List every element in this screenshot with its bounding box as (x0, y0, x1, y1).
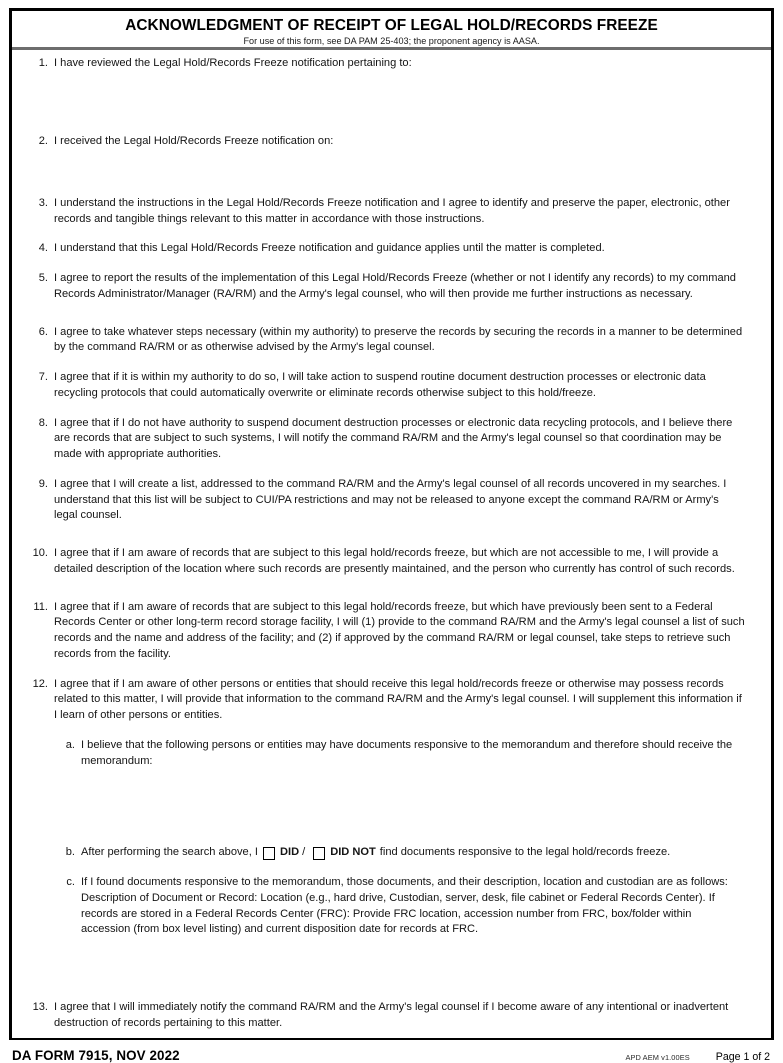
item-number: 2. (38, 135, 48, 147)
form-item-9 (30, 477, 759, 524)
subitem-trail-text: find documents responsive to the legal hold/records freeze. (379, 846, 671, 859)
spacer (24, 524, 759, 546)
form-item-6 (30, 325, 759, 357)
form-body (12, 50, 771, 1037)
item-number: 13. (32, 1001, 48, 1013)
item-text: I understand that this Legal Hold/Records Freeze notification and guidance applies until the matter is completed. (54, 242, 605, 255)
fill-in-area-12a[interactable] (24, 769, 759, 845)
item-text: I agree that if I am aware of records that are subject to this legal hold/records freeze, but which are not accessible to me, I will provide a detailed description of the location where such records are presently maintained, and the person who currently has control of such records. (54, 547, 735, 575)
item-number: 8. (38, 416, 48, 429)
subitem-letter: c. (66, 876, 75, 888)
item-text: I understand the instructions in the Legal Hold/Records Freeze notification and I agree to identify and preserve the paper, electronic, other records and tangible things relevant to this matter in accordance with those instructions. (54, 196, 730, 225)
item-number: 6. (38, 325, 48, 338)
form-item-4 (30, 241, 759, 257)
separator: / (302, 846, 306, 859)
item-number: 11. (33, 600, 48, 613)
spacer (24, 578, 759, 600)
spacer (24, 663, 759, 677)
form-item-1 (30, 56, 759, 72)
spacer (24, 257, 759, 271)
form-item-10 (30, 546, 759, 578)
form-item-2 (30, 134, 759, 150)
did-not-checkbox[interactable] (313, 847, 325, 860)
item-text: I received the Legal Hold/Records Freeze notification on: (54, 135, 334, 147)
item-number: 7. (38, 371, 48, 383)
spacer (24, 303, 759, 325)
subitem-text: I believe that the following persons or entities may have documents responsive to the memorandum and therefore should receive the memorandum: (81, 738, 733, 767)
form-item-5 (30, 271, 759, 303)
spacer (24, 463, 759, 477)
did-not-label: DID NOT (330, 846, 376, 859)
item-text: I agree to take whatever steps necessary (within my authority) to preserve the records by securing the records in a manner to be determined by the command RA/RM or as otherwise advised by the Army's legal counsel. (54, 325, 743, 354)
did-did-not-row (81, 845, 733, 861)
form-item-13 (30, 1000, 759, 1032)
item-number: 5. (38, 272, 48, 284)
item-text: I agree that I will create a list, addressed to the command RA/RM and the Army's legal counsel of all records uncovered in my searches. I understand that this list will be subject to CUI/PA restrictions and may not be released to anyone except the command RA/RM or Army's legal counsel. (54, 477, 727, 522)
form-header (12, 11, 771, 50)
subitem-letter: a. (65, 738, 75, 751)
fill-in-area-2[interactable] (24, 150, 759, 196)
page-title: ACKNOWLEDGMENT OF RECEIPT OF LEGAL HOLD/RECORDS FREEZE (125, 17, 658, 34)
item-text: I agree that if I do not have authority to suspend document destruction processes or electronic data recycling protocols, and I believe there are records that are subject to such systems, I will notify the command RA/RM and the Army's legal counsel so that coordination may be made with appropriate authorities. (54, 416, 733, 460)
item-number: 10. (32, 547, 48, 559)
item-text: I agree to report the results of the implementation of this Legal Hold/Records Freeze (whether or not I identify any records) to my command Records Administrator/Manager (RA/RM) and the Army's legal counsel, who will then provide me further instructions as necessary. (54, 272, 736, 300)
spacer (24, 861, 759, 875)
form-frame (9, 8, 774, 1040)
fill-in-area-12c[interactable] (24, 938, 759, 1000)
form-item-3 (30, 196, 759, 228)
item-number: 4. (38, 242, 48, 255)
form-item-8 (30, 416, 759, 463)
form-subitem-12a (62, 738, 759, 770)
item-number: 9. (38, 477, 48, 490)
form-id-label: DA FORM 7915, NOV 2022 (12, 1047, 180, 1063)
did-checkbox[interactable] (263, 847, 275, 860)
item-number: 3. (38, 196, 48, 209)
form-subtitle: For use of this form, see DA PAM 25-403; the proponent agency is AASA. (243, 37, 540, 47)
spacer (24, 402, 759, 416)
item-number: 1. (38, 57, 48, 70)
item-text: I agree that if I am aware of other persons or entities that should receive this legal hold/records freeze or otherwise may possess records related to this matter, I will provide that information to the command RA/RM and the Army's legal counsel. I will supplement this information if I learn of other persons or entities. (54, 677, 742, 721)
form-item-12 (30, 677, 759, 724)
item-number: 12. (32, 677, 48, 690)
spacer (24, 356, 759, 370)
form-item-7 (30, 370, 759, 402)
form-item-11 (30, 600, 759, 663)
subitem-letter: b. (65, 846, 75, 859)
item-text: I agree that I will immediately notify the command RA/RM and the Army's legal counsel if I become aware of any intentional or inadvertent destruction of records pertaining to this matter. (54, 1001, 729, 1029)
spacer (24, 227, 759, 241)
form-footer (9, 1040, 774, 1063)
spacer (24, 724, 759, 738)
subitem-text: If I found documents responsive to the memorandum, those documents, and their description, location and custodian are as follows: Description of Document or Record: Location (e.g., hard drive, Custodian, server, desk, file cabinet or Federal Records Center). If records are stored in a Federal Records Center (FRC): Provide FRC location, accession number from FRC, box/folder within accession (from box level listing) and current disposition date for records at FRC. (81, 876, 728, 936)
item-text: I agree that if I am aware of records that are subject to this legal hold/records freeze, but which have previously been sent to a Federal Records Center or other long-term record storage facility, I will (1) provide to the command RA/RM and the Army's legal counsel a list of such records and the name and address of the facility; and (2) if approved by the command RA/RM or legal counsel, take steps to retrieve such records from the facility. (54, 600, 745, 660)
page-indicator: Page 1 of 2 (715, 1050, 770, 1063)
fill-in-area-1[interactable] (24, 72, 759, 134)
aem-version-label: APD AEM v1.00ES (625, 1052, 690, 1062)
form-subitem-12c (62, 875, 759, 938)
did-label: DID (279, 846, 300, 859)
item-text: I have reviewed the Legal Hold/Records Freeze notification pertaining to: (54, 57, 412, 70)
item-text: I agree that if it is within my authority to do so, I will take action to suspend routine document destruction processes or electronic data recycling protocols that could automatically overwrite or eliminate records otherwise subject to this hold/freeze. (54, 371, 706, 399)
subitem-lead-text: After performing the search above, I (81, 846, 258, 859)
form-subitem-12b (62, 845, 759, 861)
